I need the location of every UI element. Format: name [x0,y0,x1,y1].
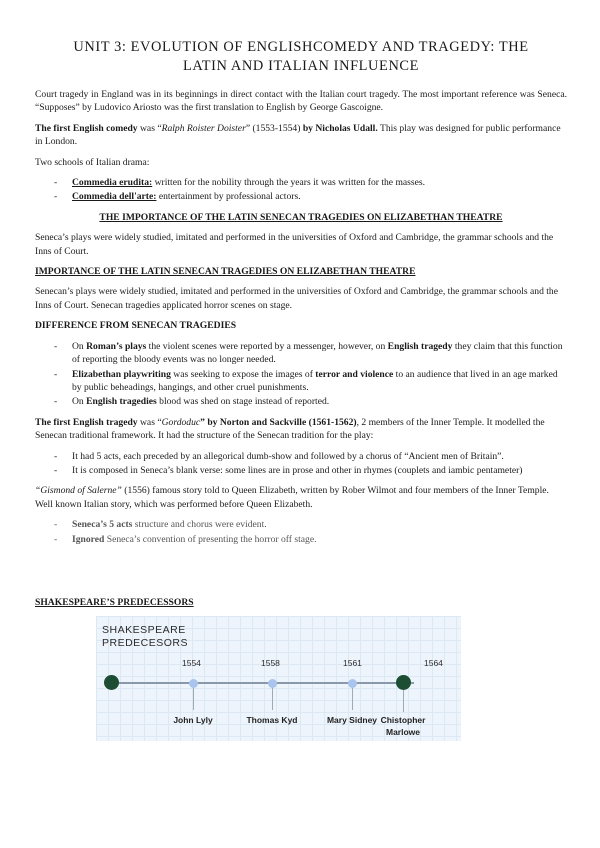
timeline-connector [193,688,194,710]
gismond-list [35,518,567,546]
comedy-paragraph: The first English comedy was “Ralph Roister Doister” (1553-1554) by Nicholas Udall. This play was designed for public performance in London. [35,122,561,148]
timeline-title: SHAKESPEARE PREDECESORS [102,624,189,649]
gismond-paragraph: “Gismond of Salerne” (1556) famous story told to Queen Elizabeth, written by Rober Wilmot and four members of the Inner Temple. Well known Italian story, which was performed before Queen Elizabeth. [35,485,549,510]
document-page [35,38,567,553]
timeline-name: Mary Sidney [326,715,378,725]
timeline-year: 1564 [424,658,443,668]
timeline-node [268,679,277,688]
timeline-start-node [104,675,119,690]
document-title: UNIT 3: EVOLUTION OF ENGLISHCOMEDY AND TRAGEDY: THE LATIN AND ITALIAN INFLUENCE [73,39,529,74]
timeline-name: Chistopher Marlowe [380,715,426,737]
tragedy-paragraph: The first English tragedy was “Gordoduc” by Norton and Sackville (1561-1562), 2 members of the Inner Temple. It modelled the Senecan traditional framework. It had the structure of the Senecan tradition for the play: [35,416,545,442]
list-item: - Commedia erudita: written for the nobility through the years it was written for the masses. [35,176,567,189]
timeline-node [189,679,198,688]
list-item: - Seneca’s 5 acts structure and chorus were evident. [35,518,567,531]
intro-paragraph: Court tragedy in England was in its beginnings in direct contact with the Italian court tragedy. The most important reference was Seneca. “Supposes” by Ludovico Ariosto was the first translation to English by George Gascoigne. [35,89,567,114]
predecessors-timeline [96,616,461,741]
list-item: - It had 5 acts, each preceded by an allegorical dumb-show and followed by a chorus of “Ancient men of Britain”. [35,450,567,463]
timeline-connector [352,688,353,710]
timeline-node [348,679,357,688]
list-item: - It is composed in Seneca’s blank verse: some lines are in prose and other in rhymes (couplets and iambic pentameter) [35,464,567,477]
timeline-year: 1558 [261,658,280,668]
heading-predecessors: SHAKESPEARE’S PREDECESSORS [35,597,194,608]
heading-senecan-importance-2: IMPORTANCE OF THE LATIN SENECAN TRAGEDIES ON ELIZABETHAN THEATRE [35,266,416,278]
list-item: - On English tragedies blood was shed on stage instead of reported. [35,395,567,408]
list-item: - Elizabethan playwriting was seeking to expose the images of terror and violence to an audience that lived in an age marked by public beheadings, hangings, and other cruel punishments. [35,368,567,395]
schools-list [35,176,567,204]
list-item: - On Roman’s plays the violent scenes were reported by a messenger, however, on English tragedy they claim that this function of reporting the bloody events was no longer needed. [35,340,567,367]
list-item: - Ignored Seneca’s convention of presenting the horror off stage. [35,533,567,546]
timeline-name: Thomas Kyd [246,715,298,725]
schools-intro: Two schools of Italian drama: [35,156,150,168]
list-item: - Commedia dell'arte: entertainment by professional actors. [35,190,567,203]
timeline-connector [272,688,273,710]
timeline-year: 1554 [182,658,201,668]
heading-differences: DIFFERENCE FROM SENECAN TRAGEDIES [35,320,237,332]
timeline-connector [403,690,404,712]
timeline-axis [110,682,414,684]
senecan-paragraph-2: Senecan’s plays were widely studied, imitated and performed in the universities of Oxford and Cambridge, the grammar schools and the Inns of Court. Senecan tragedies applicated horror scenes on stage. [35,286,558,311]
heading-senecan-importance: THE IMPORTANCE OF THE LATIN SENECAN TRAGEDIES ON ELIZABETHAN THEATRE [99,211,503,223]
structure-list [35,450,567,478]
senecan-paragraph-1: Seneca’s plays were widely studied, imitated and performed in the universities of Oxford and Cambridge, the grammar schools and the Inns of Court. [35,232,554,257]
timeline-end-node [396,675,411,690]
timeline-name: John Lyly [173,715,213,725]
differences-list [35,340,567,409]
timeline-year: 1561 [343,658,362,668]
